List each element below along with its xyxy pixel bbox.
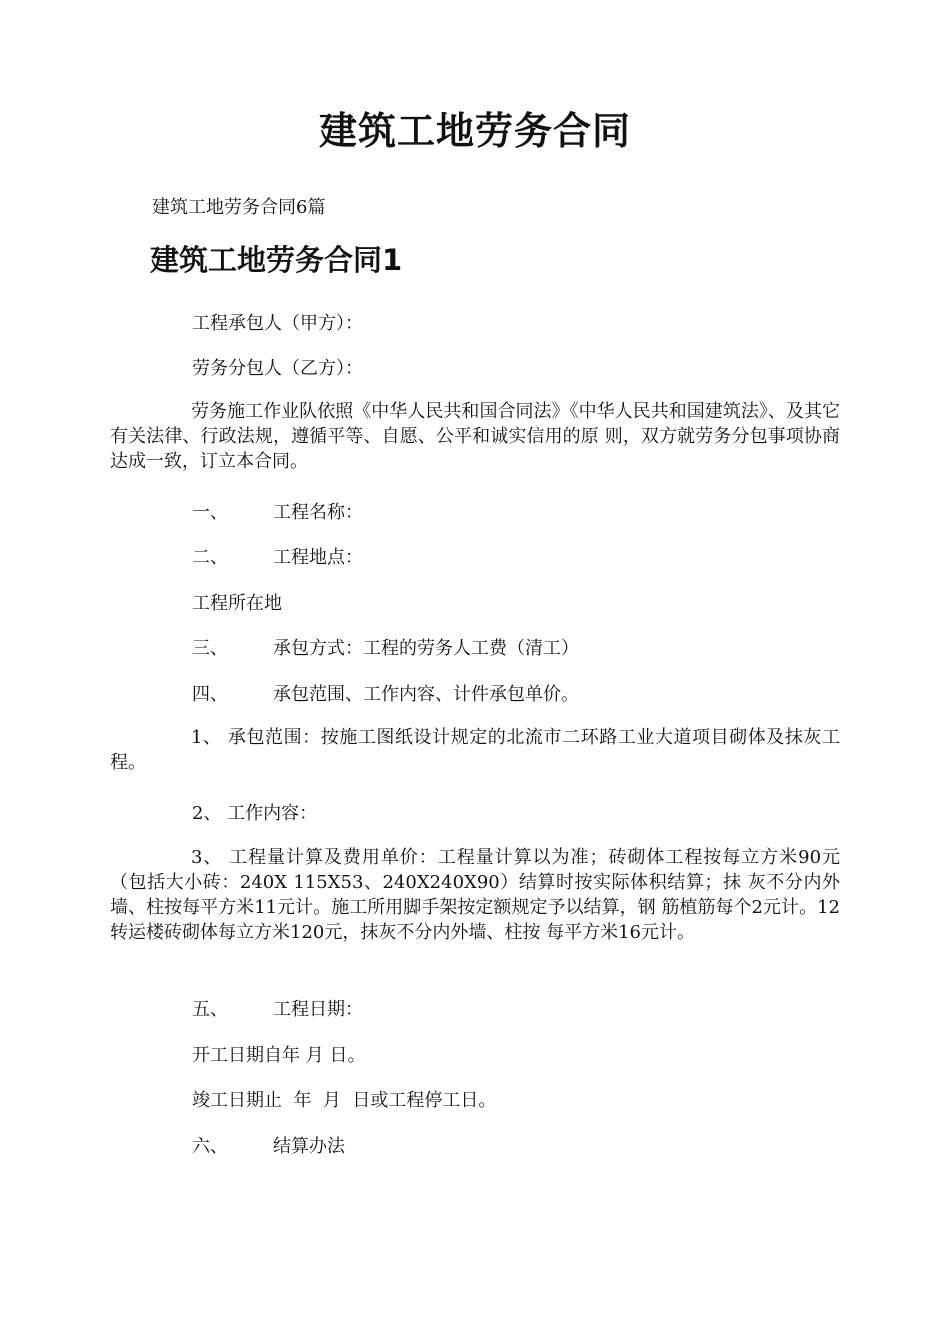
clause-2 bbox=[192, 543, 363, 569]
clause-5 bbox=[192, 995, 363, 1021]
clause-text: 结算办法 bbox=[273, 1136, 345, 1157]
clause-number: 一、 bbox=[192, 502, 228, 523]
clause-number: 三、 bbox=[192, 638, 228, 659]
location-line: 工程所在地 bbox=[192, 593, 282, 614]
clause-text: 工程地点： bbox=[273, 547, 363, 568]
party-b-line: 劳务分包人（乙方）： bbox=[192, 358, 363, 379]
clause-text: 承包方式：工程的劳务人工费（清工） bbox=[273, 638, 579, 659]
clause-3 bbox=[192, 634, 579, 660]
clause-1 bbox=[192, 498, 363, 524]
clause-6 bbox=[192, 1132, 345, 1158]
end-date-line: 竣工日期止 年 月 日或工程停工日。 bbox=[192, 1090, 497, 1111]
clause-number: 五、 bbox=[192, 999, 228, 1020]
document-title: 建筑工地劳务合同 bbox=[318, 109, 631, 153]
clause-4 bbox=[192, 680, 579, 706]
section-heading: 建筑工地劳务合同1 bbox=[150, 243, 403, 277]
clause-number: 四、 bbox=[192, 684, 228, 705]
clause-number: 二、 bbox=[192, 547, 228, 568]
document-subtitle: 建筑工地劳务合同6篇 bbox=[152, 197, 326, 218]
party-a-line: 工程承包人（甲方）： bbox=[192, 313, 363, 334]
work-content-line: 2、 工作内容： bbox=[192, 803, 318, 824]
clause-text: 工程日期： bbox=[273, 999, 363, 1020]
scope-paragraph: 1、 承包范围：按施工图纸设计规定的北流市二环路工业大道项目砌体及抹灰工程。 bbox=[110, 727, 840, 773]
clause-text: 承包范围、工作内容、计件承包单价。 bbox=[273, 684, 579, 705]
preamble-paragraph: 劳务施工作业队依照《中华人民共和国合同法》《中华人民共和国建筑法》、及其它有关法律、行政法规，遵循平等、自愿、公平和诚实信用的原 则，双方就劳务分包事项协商达成一致，订立本合同。 bbox=[110, 401, 840, 472]
clause-text: 工程名称： bbox=[273, 502, 363, 523]
pricing-paragraph: 3、 工程量计算及费用单价：工程量计算以为准；砖砌体工程按每立方米90元（包括大小砖：240X 115X53、240X240X90）结算时按实际体积结算；抹 灰不分内外墙、柱按每平方米11元计。施工所用脚手架按定额规定予以结算，钢 筋植筋每个2元计。12转运楼砖砌体每立方米120元，抹灰不分内外墙、柱按 每平方米16元计。 bbox=[110, 847, 840, 943]
clause-number: 六、 bbox=[192, 1136, 228, 1157]
start-date-line: 开工日期自年 月 日。 bbox=[192, 1045, 366, 1066]
